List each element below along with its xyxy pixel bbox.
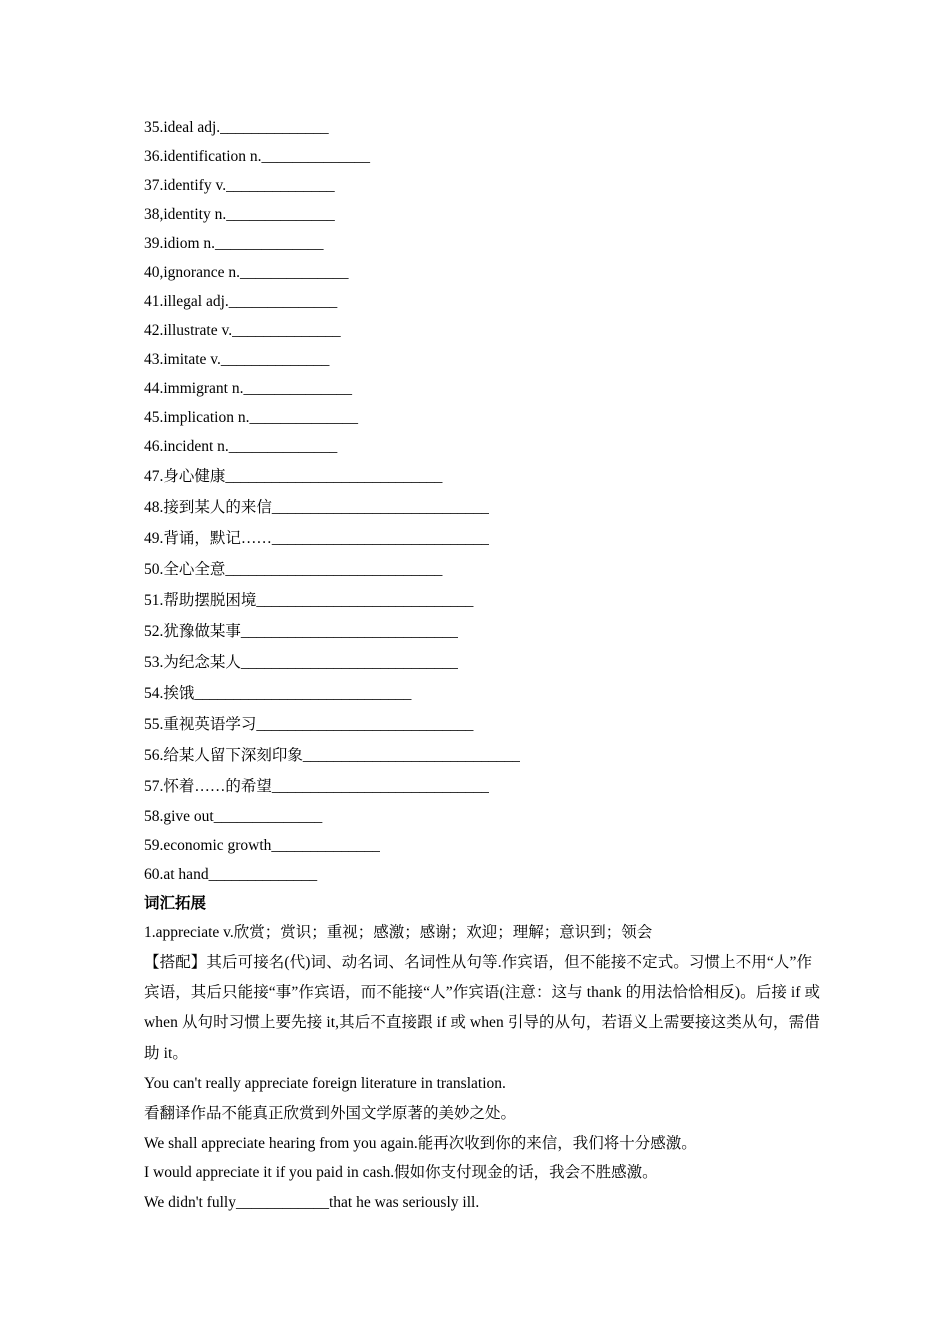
vocab-item: 38,identity n.______________ bbox=[144, 206, 335, 223]
vocab-item: 40,ignorance n.______________ bbox=[144, 264, 349, 281]
vocab-item: 58.give out______________ bbox=[144, 808, 323, 825]
phrase-item: 57.怀着……的希望____________________________ bbox=[144, 778, 489, 795]
example-sentence: We shall appreciate hearing from you again.能再次收到你的来信，我们将十分感激。 bbox=[144, 1134, 697, 1152]
vocab-item: 59.economic growth______________ bbox=[144, 837, 380, 854]
vocab-item: 46.incident n.______________ bbox=[144, 438, 338, 455]
vocab-item: 45.implication n.______________ bbox=[144, 409, 358, 426]
vocab-item: 41.illegal adj.______________ bbox=[144, 293, 338, 310]
exercise-sentence: We didn't fully____________that he was seriously ill. bbox=[144, 1194, 480, 1212]
vocab-list-phrases bbox=[144, 802, 824, 889]
vocab-item: 37.identify v.______________ bbox=[144, 177, 335, 194]
usage-note: 【搭配】其后可接名(代)词、动名词、名词性从句等.作宾语，但不能接不定式。习惯上不用“人”作宾语，其后只能接“事”作宾语，而不能接“人”作宾语(注意：这与 thank 的用法恰恰相反)。后接 if 或 when 从句时习惯上要先接 it,其后不直接跟 if 或 when 引导的从句，若语义上需要接这类从句，需借助 it。 bbox=[144, 953, 821, 1062]
vocab-item: 42.illustrate v.______________ bbox=[144, 322, 341, 339]
entry-title: 1.appreciate v.欣赏；赏识；重视；感激；感谢；欢迎；理解；意识到；领会 bbox=[144, 924, 653, 941]
phrase-item: 52.犹豫做某事____________________________ bbox=[144, 623, 458, 640]
example-sentences bbox=[144, 1069, 824, 1218]
phrase-item: 55.重视英语学习____________________________ bbox=[144, 716, 474, 733]
phrase-item: 49.背诵，默记……____________________________ bbox=[144, 530, 489, 547]
example-translation: 看翻译作品不能真正欣赏到外国文学原著的美妙之处。 bbox=[144, 1104, 517, 1122]
vocab-list-english bbox=[144, 113, 824, 461]
vocab-item: 60.at hand______________ bbox=[144, 866, 318, 883]
phrase-item: 54.挨饿____________________________ bbox=[144, 685, 412, 702]
vocab-item: 44.immigrant n.______________ bbox=[144, 380, 352, 397]
example-sentence: I would appreciate it if you paid in cash.假如你支付现金的话，我会不胜感激。 bbox=[144, 1164, 658, 1182]
phrase-item: 50.全心全意____________________________ bbox=[144, 561, 443, 578]
example-sentence: You can't really appreciate foreign literature in translation. bbox=[144, 1074, 506, 1092]
vocab-item: 35.ideal adj.______________ bbox=[144, 119, 329, 136]
worksheet-content bbox=[144, 113, 824, 1218]
section-heading: 词汇拓展 bbox=[144, 895, 207, 912]
vocab-item: 39.idiom n.______________ bbox=[144, 235, 324, 252]
vocab-list-chinese bbox=[144, 461, 824, 802]
vocab-item: 43.imitate v.______________ bbox=[144, 351, 330, 368]
phrase-item: 47.身心健康____________________________ bbox=[144, 468, 443, 485]
phrase-item: 48.接到某人的来信____________________________ bbox=[144, 499, 489, 516]
phrase-item: 56.给某人留下深刻印象____________________________ bbox=[144, 747, 520, 764]
phrase-item: 53.为纪念某人____________________________ bbox=[144, 654, 458, 671]
phrase-item: 51.帮助摆脱困境____________________________ bbox=[144, 592, 474, 609]
vocab-item: 36.identification n.______________ bbox=[144, 148, 371, 165]
